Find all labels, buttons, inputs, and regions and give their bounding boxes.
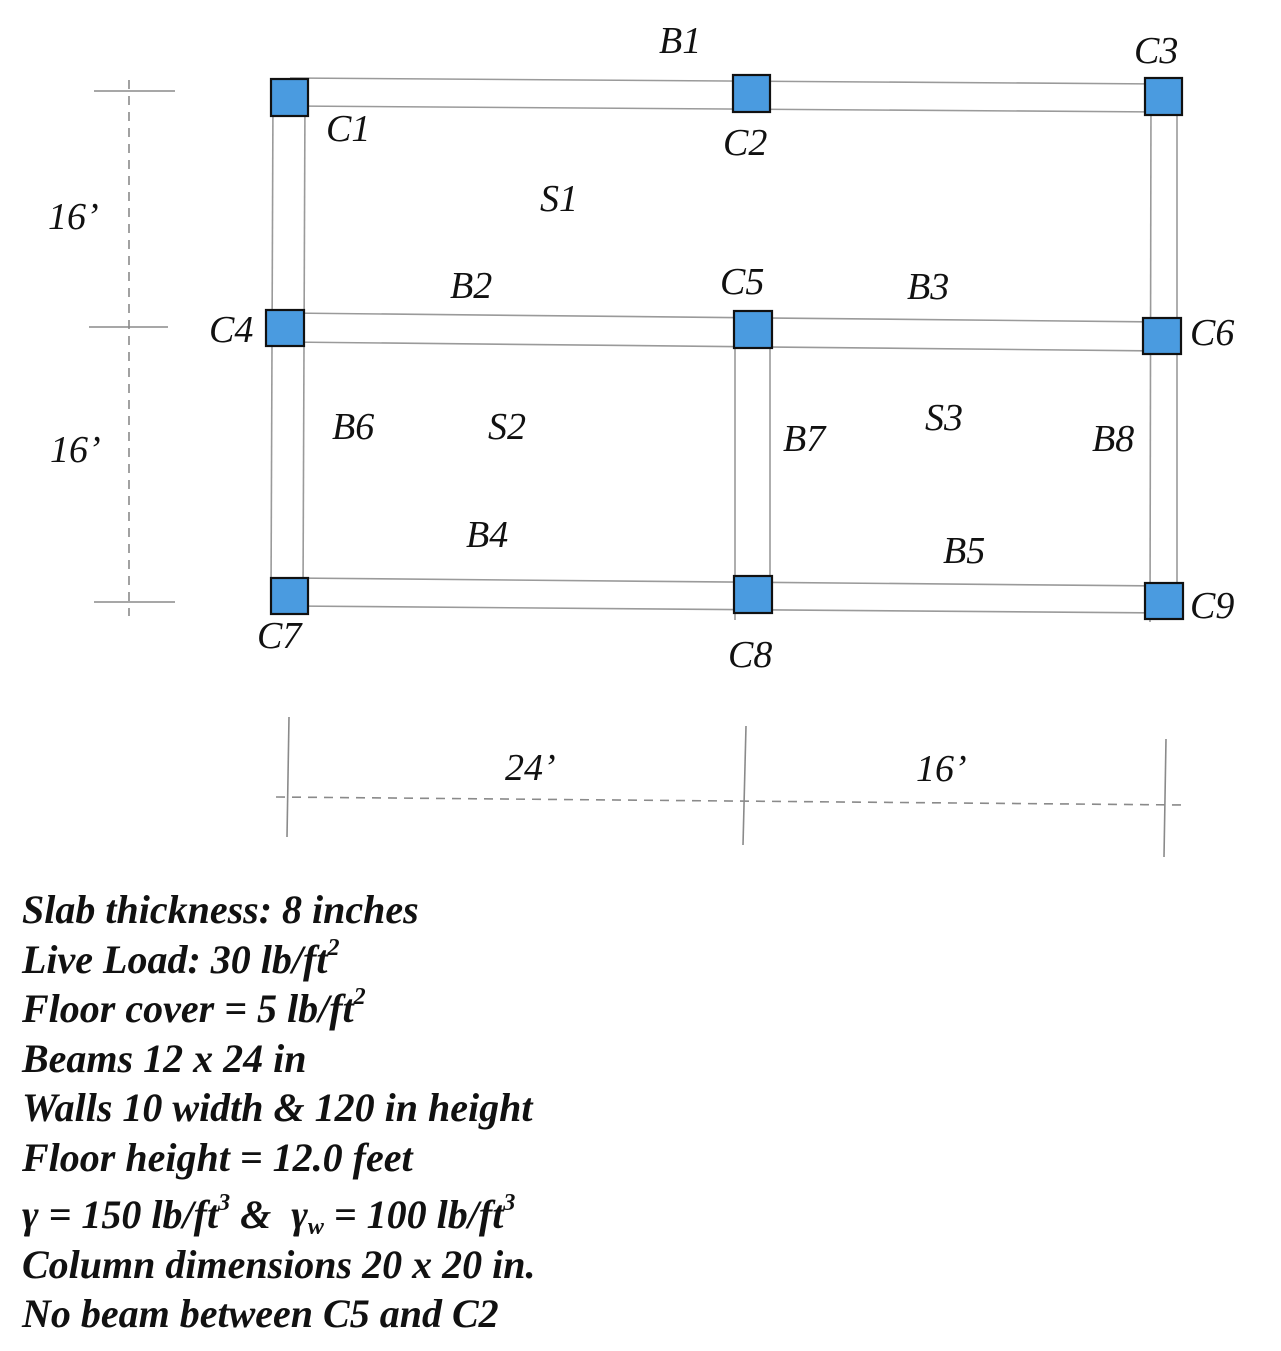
slab-label-s2: S2 [488, 406, 526, 448]
beam-label-b7: B7 [783, 418, 826, 460]
beam-label-b8: B8 [1092, 418, 1135, 460]
column-label-c7: C7 [257, 615, 302, 657]
beam-label-b4: B4 [466, 514, 509, 556]
slab-label-s3: S3 [925, 397, 963, 439]
column-label-c4: C4 [209, 309, 254, 351]
note-beams: Beams 12 x 24 in [22, 1035, 307, 1081]
column-c7 [271, 578, 308, 614]
note-live-load: Live Load: 30 $lb/ft^2$ [22, 934, 340, 982]
dim-tick-center [743, 726, 746, 845]
beam-label-b5: B5 [943, 530, 986, 572]
dim-horizontal-dashed [276, 797, 1184, 805]
dim-label-left-bottom: 16’ [50, 429, 101, 471]
column-label-c3: C3 [1134, 30, 1179, 72]
column-label-c8: C8 [728, 634, 773, 676]
note-unit-weights: γ = 150 $lb/ft^3$ & $\gamma_w = 100$ $lb/ft^3$ [22, 1190, 516, 1240]
column-c8 [734, 576, 772, 613]
beam-label-b1: B1 [659, 20, 702, 62]
beam-label-b3: B3 [907, 266, 950, 308]
column-label-c6: C6 [1190, 312, 1235, 354]
dim-tick-right [1164, 739, 1166, 857]
column-c3 [1145, 78, 1182, 115]
dimension-lines [89, 80, 1184, 857]
column-c1 [271, 79, 308, 116]
dim-label-bottom-right: 16’ [916, 748, 967, 790]
column-c9 [1145, 583, 1183, 619]
dim-tick-left [287, 717, 289, 837]
note-walls: Walls 10 width & 120 in height [22, 1085, 533, 1130]
column-label-c9: C9 [1190, 585, 1235, 627]
beam-label-b2: B2 [450, 265, 493, 307]
beam-b1 [290, 78, 1164, 112]
column-c4 [266, 310, 304, 346]
beam-label-b6: B6 [332, 406, 375, 448]
column-c5 [734, 311, 772, 348]
note-floor-height: Floor height = 12.0 feet [22, 1134, 413, 1180]
design-notes [22, 885, 535, 1339]
column-label-c2: C2 [723, 122, 768, 164]
dim-label-bottom-left: 24’ [505, 747, 556, 789]
note-no-beam: No beam between C5 and C2 [22, 1291, 499, 1336]
column-label-c1: C1 [326, 108, 371, 150]
column-label-c5: C5 [720, 261, 765, 303]
column-c2 [733, 75, 770, 112]
slab-label-s1: S1 [540, 178, 578, 220]
note-slab-thickness: Slab thickness: 8 inches [22, 887, 419, 932]
beam-b4-b5 [290, 578, 1164, 613]
column-c6 [1143, 318, 1181, 354]
beam-b8 [1150, 96, 1177, 622]
dim-label-left-top: 16’ [48, 196, 99, 238]
beam-b2-b3 [285, 313, 1162, 351]
note-floor-cover: Floor cover = 5 $lb/ft^2$ [22, 984, 366, 1031]
note-column-dimensions: Column dimensions 20 x 20 in. [22, 1241, 536, 1287]
